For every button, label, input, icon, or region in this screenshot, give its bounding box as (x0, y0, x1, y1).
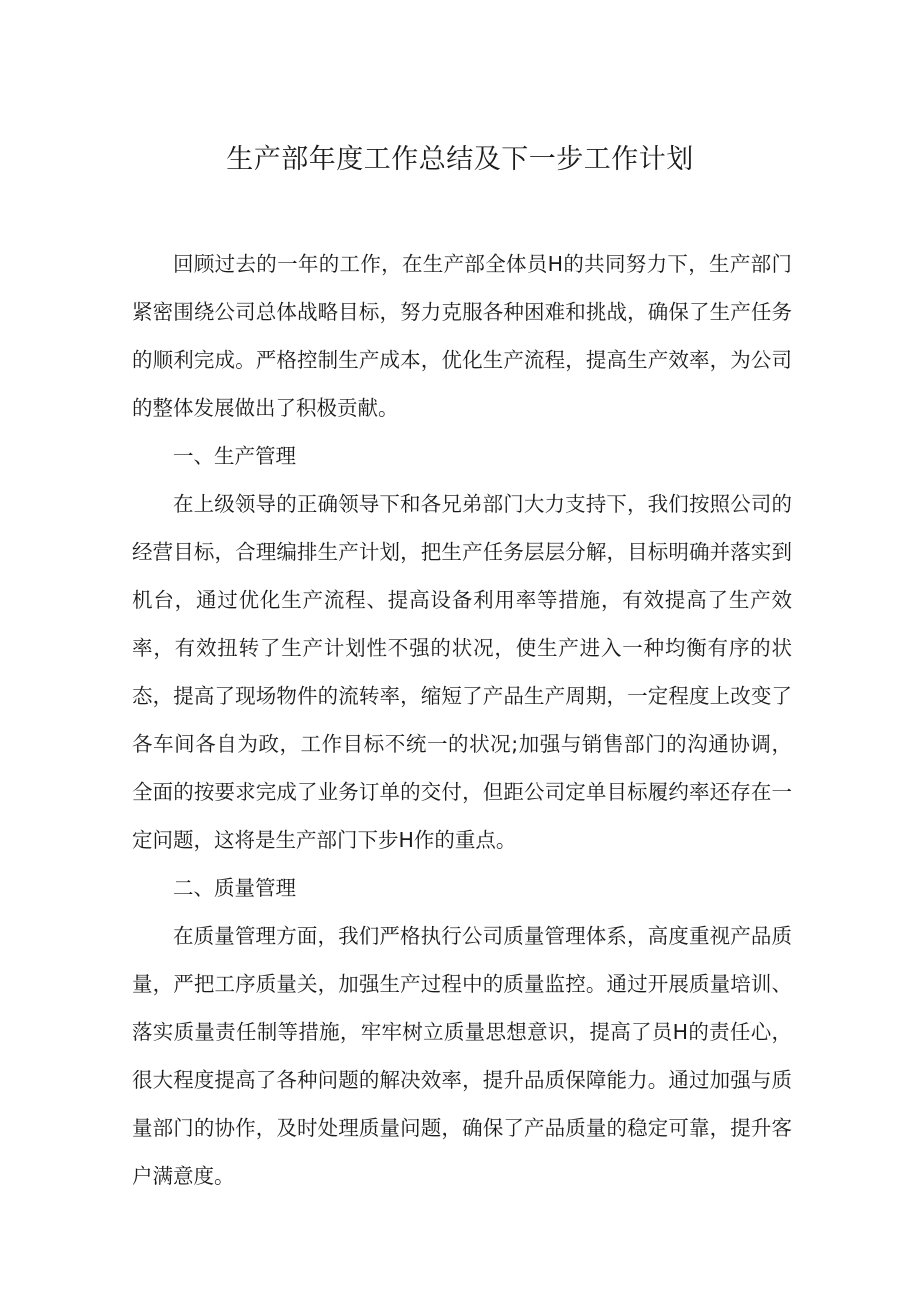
section-paragraph-production: 在上级领导的正确领导下和各兄弟部门大力支持下，我们按照公司的经营目标，合理编排生产计划，把生产任务层层分解，目标明确并落实到机台，通过优化生产流程、提高设备利用率等措施，有效提高了生产效率，有效扭转了生产计划性不强的状况，使生产进入一种均衡有序的状态，提高了现场物件的流转率，缩短了产品生产周期，一定程度上改变了各车间各自为政，工作目标不统一的状况;加强与销售部门的沟通协调，全面的按要求完成了业务订单的交付，但距公司定单目标履约率还存在一定问题，这将是生产部门下步H作的重点。 (132, 492, 792, 852)
section-heading-production: 一、生产管理 (173, 444, 296, 468)
document-body (132, 240, 792, 1200)
document-title: 生产部年度工作总结及下一步工作计划 (226, 144, 694, 175)
section-heading-quality: 二、质量管理 (173, 876, 296, 900)
intro-paragraph: 回顾过去的一年的工作，在生产部全体员H的共同努力下，生产部门紧密围绕公司总体战略目标，努力克服各种困难和挑战，确保了生产任务的顺利完成。严格控制生产成本，优化生产流程，提高生产效率，为公司的整体发展做出了积极贡献。 (132, 252, 792, 420)
section-paragraph-quality: 在质量管理方面，我们严格执行公司质量管理体系，高度重视产品质量，严把工序质量关，加强生产过程中的质量监控。通过开展质量培训、落实质量责任制等措施，牢牢树立质量思想意识，提高了员H的责任心，很大程度提高了各种问题的解决效率，提升品质保障能力。通过加强与质量部门的协作，及时处理质量问题，确保了产品质量的稳定可靠，提升客户满意度。 (132, 924, 792, 1188)
